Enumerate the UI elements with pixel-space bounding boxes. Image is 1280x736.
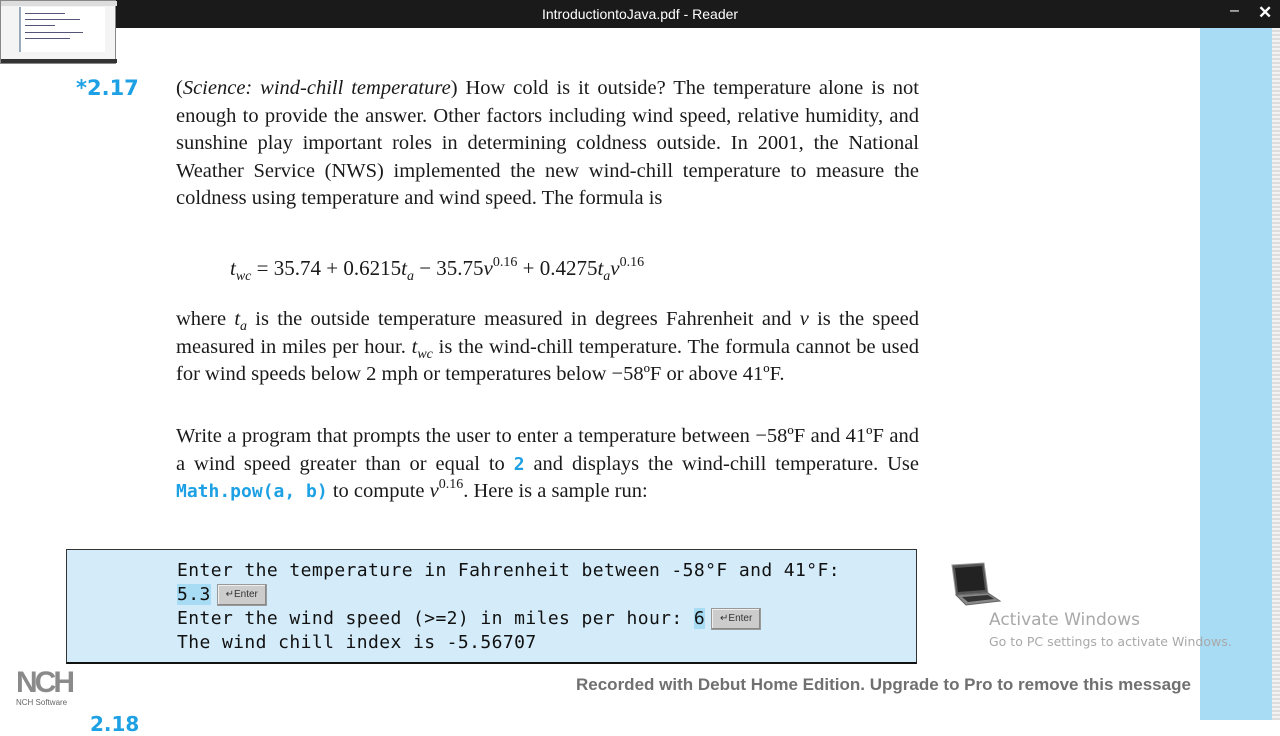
var-v: v [799,308,809,330]
minimize-button[interactable]: – [1230,2,1239,19]
sample-line [177,584,267,606]
sample-line: Enter the temperature in Fahrenheit between -58°F and 41°F: [177,560,840,581]
formula-t: t [401,256,407,280]
title-bar [0,0,1280,28]
nch-logo-mark: NCH [16,666,72,699]
formula-v: v [483,256,493,280]
var-v: v [429,480,439,502]
thumbnail-taskbar [1,59,117,63]
user-input: 6 [693,608,706,629]
formula-t: t [230,256,236,280]
laptop-icon [946,563,1000,607]
sample-line [177,608,761,630]
nch-logo-text: NCH Software [16,698,68,707]
thumbnail-line [25,25,55,26]
thumbnail-bar [1,1,117,6]
thumbnail-line [25,13,65,14]
activate-title: Activate Windows [989,610,1140,630]
nch-logo [16,668,76,707]
var-sub: a [240,319,248,334]
enter-key-icon: ↵Enter [217,584,267,606]
formula-part: = 35.74 + 0.6215 [251,256,402,280]
task-paragraph [176,423,919,506]
formula-sub: wc [235,269,252,284]
window-title: IntroductiontoJava.pdf - Reader [541,6,739,22]
formula-part: − 35.75 [413,256,484,280]
code-literal: 2 [513,453,525,475]
text: is the wind-chill temperature. The formula cannot be used for wind speeds below 2 mph or temperatures below −58ºF or above 41ºF. [176,335,919,385]
text: where [176,308,235,330]
thumbnail-line [25,38,70,39]
thumbnail-line [25,19,80,20]
intro-paragraph: (Science: wind-chill temperature) How cold is it outside? The temperature alone is not enough to provide the answer. Other factors including wind speed, relative humidity, and sunshine play important roles in determining coldness outside. In 2001, the National Weather Service (NWS) implemented the new wind-chill temperature to measure the coldness using temperature and wind speed. The formula is [176,77,920,209]
text: is the speed measured in miles per hour. [176,308,919,358]
scrollbar[interactable] [1272,28,1280,720]
where-paragraph [176,306,919,389]
topic-title: Science: wind-chill temperature [182,77,451,99]
window-thumbnail[interactable] [0,0,116,64]
next-problem-number: 2.18 [90,712,140,736]
next-problem-peek [90,712,890,736]
text: and displays the wind-chill temperature. Use [524,452,919,475]
sample-run-box [66,549,917,664]
var-sub: wc [417,346,433,362]
thumbnail-line [25,32,83,33]
formula-t: t [597,256,604,280]
var-t: t [234,308,241,330]
code-literal: Math.pow(a, b) [176,481,328,502]
activate-windows-notice [989,610,1232,649]
enter-key-icon: ↵Enter [711,608,761,630]
text: Write a program that prompts the user to enter a temperature between −58ºF and 41ºF and a wind speed greater than or equal to [176,425,919,475]
formula-part: + 0.4275 [517,256,598,280]
wind-chill-formula [230,256,644,285]
formula-sub: a [406,269,414,284]
text: to compute [327,480,430,502]
text: is the outside temperature measured in degrees Fahrenheit and [247,308,800,330]
user-input: 5.3 [177,584,211,605]
sample-line: The wind chill index is -5.56707 [177,632,537,653]
recording-watermark: Recorded with Debut Home Edition. Upgrade to Pro to remove this message [576,675,1191,694]
formula-exp: 0.16 [619,255,645,270]
prompt-text: Enter the wind speed (>=2) in miles per hour: [177,608,694,629]
problem-number: *2.17 [76,76,139,100]
text: . Here is a sample run: [463,480,648,502]
formula-sub: a [603,269,611,284]
close-button[interactable]: ✕ [1258,3,1273,22]
intro-text: How cold is it outside? The temperature alone is not enough to provide the answer. Other factors including wind speed, relative humidity, and sunshine play important roles in determining coldness outside. In 2001, the National Weather Service (NWS) implemented the new wind-chill temperature to measure the coldness using temperature and wind speed. The formula is [176,77,920,209]
var-exp: 0.16 [438,477,464,492]
formula-exp: 0.16 [492,255,518,270]
formula-v: v [610,256,620,280]
var-t: t [411,335,418,358]
activate-subtitle: Go to PC settings to activate Windows. [989,634,1232,649]
